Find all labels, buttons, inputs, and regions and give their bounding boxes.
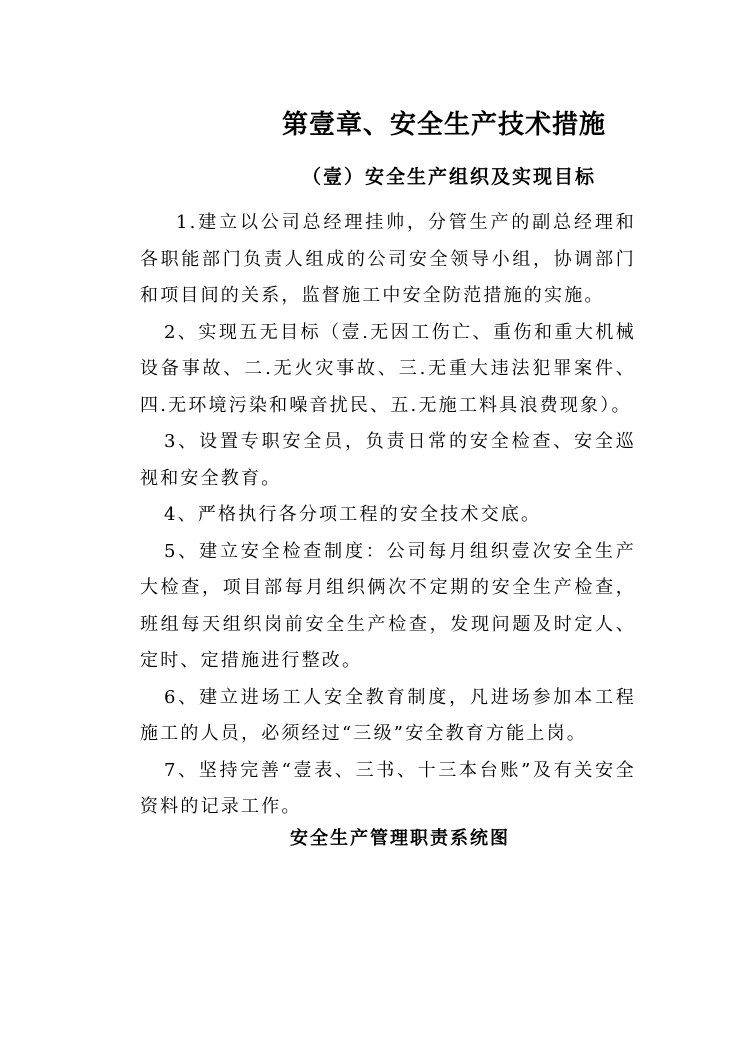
paragraph-7: 7、坚持完善“壹表、三书、十三本台账”及有关安全资料的记录工作。 bbox=[140, 759, 636, 817]
paragraph-1: 1.建立以公司总经理挂帅，分管生产的副总经理和各职能部门负责人组成的公司安全领导小组，协调部门和项目间的关系，监督施工中安全防范措施的实施。 bbox=[140, 212, 636, 306]
paragraph-5: 5、建立安全检查制度：公司每月组织壹次安全生产大检查，项目部每月组织俩次不定期的安全生产检查，班组每天组织岗前安全生产检查，发现问题及时定人、定时、定措施进行整改。 bbox=[140, 540, 636, 671]
chapter-title: 第壹章、安全生产技术措施 bbox=[282, 110, 607, 140]
paragraph-6: 6、建立进场工人安全教育制度，凡进场参加本工程施工的人员，必须经过“三级”安全教育方能上岗。 bbox=[140, 686, 636, 744]
body-text bbox=[140, 205, 636, 826]
paragraph-2: 2、实现五无目标（壹.无因工伤亡、重伤和重大机械设备事故、二.无火灾事故、三.无重大违法犯罪案件、四.无环境污染和噪音扰民、五.无施工料具浪费现象）。 bbox=[140, 321, 636, 416]
section-title: （壹）安全生产组织及实现目标 bbox=[302, 166, 597, 188]
paragraph-3: 3、设置专职安全员，负责日常的安全检查、安全巡视和安全教育。 bbox=[140, 431, 636, 489]
diagram-caption: 安全生产管理职责系统图 bbox=[290, 828, 510, 849]
paragraph-4: 4、严格执行各分项工程的安全技术交底。 bbox=[164, 504, 542, 525]
